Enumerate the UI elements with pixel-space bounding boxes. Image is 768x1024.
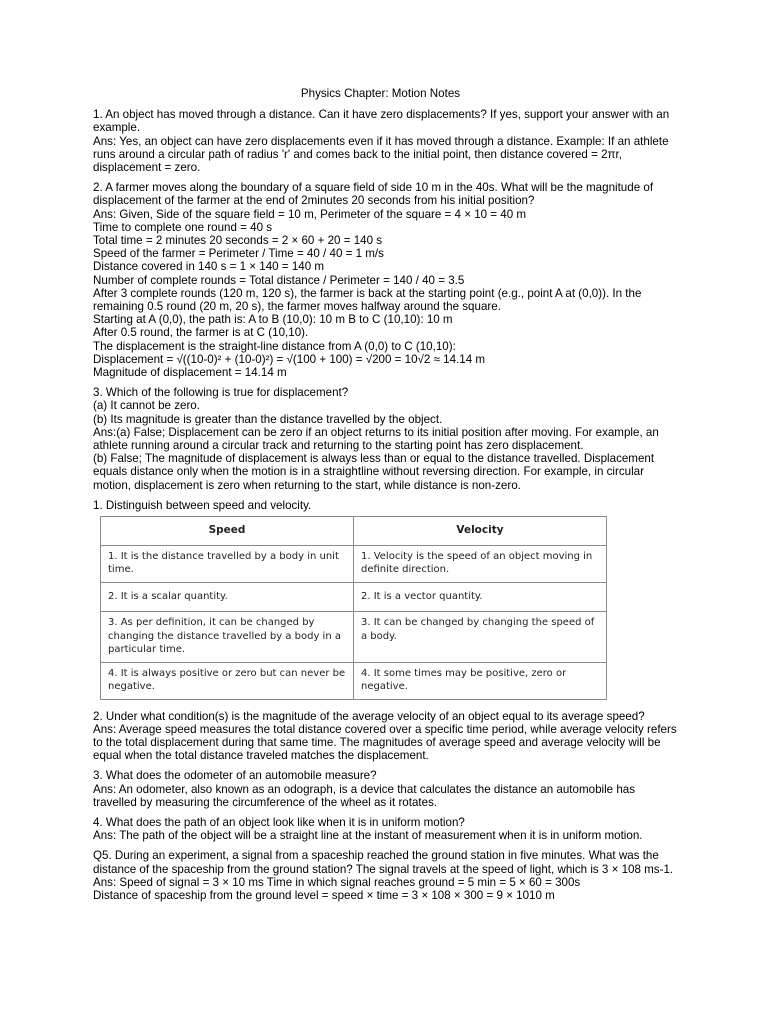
answer-text: Ans: Yes, an object can have zero displacements even if it has moved through a distance. Example: If an athlete runs around a circular path of radius 'r' and comes back to the initial point, then distance covered = 2πr, displacement = zero. [93, 134, 669, 175]
answer-line: Starting at A (0,0), the path is: A to B (10,0): 10 m B to C (10,10): 10 m [93, 313, 453, 327]
table-header-velocity: Velocity [354, 517, 607, 546]
question-text: 3. What does the odometer of an automobile measure? [93, 769, 377, 783]
answer-text: Ans:(a) False; Displacement can be zero if an object returns to its initial position after moving. For example, an athlete running around a circular track and returning to the starting point has zero displacement. [93, 425, 659, 453]
answer-line: Distance of spaceship from the ground level = speed × time = 3 × 108 × 300 = 9 × 1010 m [93, 889, 555, 903]
document-title: Physics Chapter: Motion Notes [300, 87, 461, 100]
table-cell: 2. It is a scalar quantity. [101, 582, 354, 612]
table-row [101, 545, 607, 582]
answer-line: Time to complete one round = 40 s [93, 220, 273, 234]
answer-line: Magnitude of displacement = 14.14 m [93, 366, 287, 380]
qa-block-4 [93, 710, 678, 763]
answer-text: Ans: The path of the object will be a straight line at the instant of measurement when it is in uniform motion. [93, 829, 643, 843]
table-intro: 1. Distinguish between speed and velocity. [93, 498, 312, 512]
table-cell: 3. As per definition, it can be changed by changing the distance travelled by a body in a particular time. [101, 612, 354, 663]
table-row [101, 582, 607, 612]
table-header-row [101, 517, 607, 546]
question-text: 3. Which of the following is true for displacement? [93, 386, 349, 400]
answer-line: After 0.5 round, the farmer is at C (10,10). [93, 326, 309, 340]
table-cell: 4. It some times may be positive, zero or negative. [354, 662, 607, 699]
question-text: 1. An object has moved through a distance. Can it have zero displacements? If yes, support your answer with an example. [93, 108, 670, 135]
answer-text: (b) False; The magnitude of displacement is always less than or equal to the distance travelled. Displacement equals distance only when the motion is in a straightline without reversing direction. For example, in circular motion, displacement is zero when returning to the start, while distance is non-zero. [93, 452, 655, 492]
question-text: Q5. During an experiment, a signal from a spaceship reached the ground station in five minutes. What was the distance of the spaceship from the ground station? The signal travels at the speed of light, which is 3 × 108 ms-1. [93, 849, 674, 876]
answer-text: Ans: Average speed measures the total distance covered over a specific time period, while average velocity refers to the total displacement during that same time. The magnitudes of average speed and average velocity will be equal when the total distance traveled matches the displacement. [93, 722, 677, 763]
answer-line: Distance covered in 140 s = 1 × 140 = 140 m [93, 260, 325, 274]
qa-block-1 [93, 108, 678, 174]
table-cell: 4. It is always positive or zero but can never be negative. [101, 662, 354, 699]
answer-line: The displacement is the straight-line distance from A (0,0) to C (10,10): [93, 339, 456, 353]
comparison-table-wrapper [100, 516, 678, 700]
table-cell: 1. It is the distance travelled by a body in unit time. [101, 545, 354, 582]
qa-block-5 [93, 769, 678, 809]
qa-block-6 [93, 816, 678, 842]
qa-block-3 [93, 386, 678, 492]
table-row [101, 612, 607, 663]
answer-line: Ans: Given, Side of the square field = 10 m, Perimeter of the square = 4 × 10 = 40 m [93, 207, 527, 221]
question-text: 4. What does the path of an object look like when it is in uniform motion? [93, 816, 465, 830]
answer-line: After 3 complete rounds (120 m, 120 s), the farmer is back at the starting point (e.g., point A at (0,0)). In the remaining 0.5 round (20 m, 20 s), the farmer moves halfway around the square. [93, 286, 642, 314]
answer-text: Ans: An odometer, also known as an odograph, is a device that calculates the distance an automobile has travelled by measuring the circumference of the wheel as it rotates. [93, 782, 636, 809]
table-cell: 2. It is a vector quantity. [354, 582, 607, 612]
speed-velocity-table [100, 516, 607, 700]
answer-line: Ans: Speed of signal = 3 × 10 ms Time in which signal reaches ground = 5 min = 5 × 60 = 300s [93, 875, 581, 889]
option-text: (a) It cannot be zero. [93, 399, 200, 413]
table-cell: 1. Velocity is the speed of an object moving in definite direction. [354, 545, 607, 582]
table-header-speed: Speed [101, 517, 354, 546]
answer-line: Total time = 2 minutes 20 seconds = 2 × 60 + 20 = 140 s [93, 234, 383, 248]
answer-line: Number of complete rounds = Total distance / Perimeter = 140 / 40 = 3.5 [93, 273, 465, 287]
answer-line: Speed of the farmer = Perimeter / Time = 40 / 40 = 1 m/s [93, 247, 384, 261]
question-text: 2. A farmer moves along the boundary of a square field of side 10 m in the 40s. What will be the magnitude of displacement of the farmer at the end of 2minutes 20 seconds from his initial position? [93, 181, 654, 208]
option-text: (b) Its magnitude is greater than the distance travelled by the object. [93, 412, 443, 426]
question-text: 2. Under what condition(s) is the magnitude of the average velocity of an object equal to its average speed? [93, 709, 645, 723]
answer-line: Displacement = √((10-0)² + (10-0)²) = √(100 + 100) = √200 = 10√2 ≈ 14.14 m [93, 352, 486, 366]
qa-block-2 [93, 181, 678, 379]
table-cell: 3. It can be changed by changing the speed of a body. [354, 612, 607, 663]
table-row [101, 662, 607, 699]
qa-block-7 [93, 849, 678, 902]
